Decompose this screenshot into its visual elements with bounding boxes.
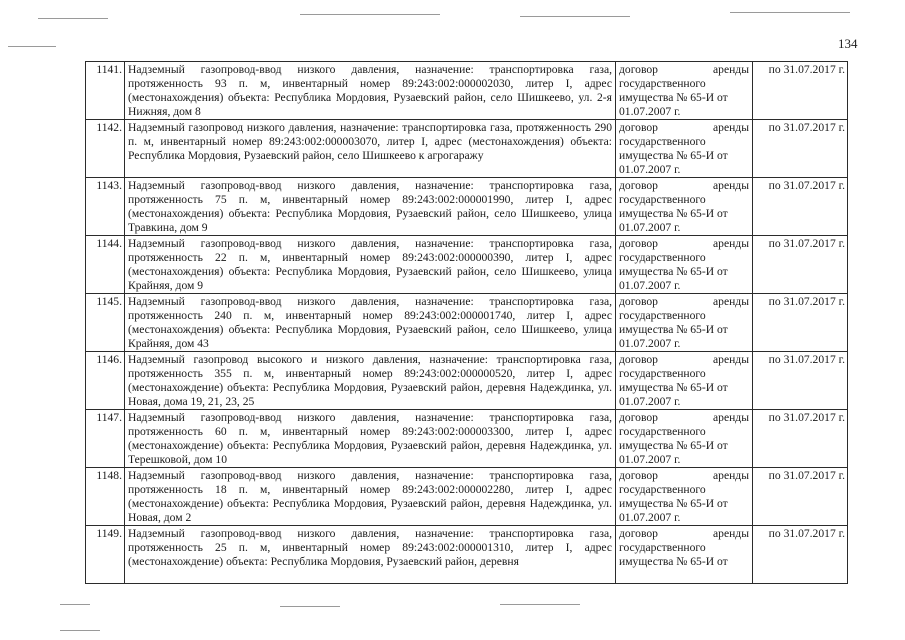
lease-term: по 31.07.2017 г. — [753, 526, 848, 584]
agreement-word-1: договор — [619, 121, 658, 134]
agreement-word-2: аренды — [713, 353, 749, 366]
agreement-word-2: аренды — [713, 237, 749, 250]
agreement-line-3: имущества № 65-И от — [619, 496, 728, 510]
lease-term: по 31.07.2017 г. — [753, 120, 848, 178]
agreement-line-2: государственного — [619, 424, 706, 438]
agreement-line-2: государственного — [619, 366, 706, 380]
property-description: Надземный газопровод-ввод низкого давления, назначение: транспортировка газа, протяженность 240 п. м, инвентарный номер 89:243:002:000001740, литер I, адрес (местонахождения) объекта: Республика Мордовия, Рузаевский район, село Шишкеево, улица Крайняя, дом 43 — [125, 294, 616, 352]
agreement-line-1 — [619, 353, 749, 367]
agreement-line-1 — [619, 179, 749, 193]
scan-noise-top-5 — [8, 46, 56, 47]
scan-noise-top-2 — [300, 14, 440, 15]
property-table — [85, 61, 848, 584]
agreement-line-3: имущества № 65-И от — [619, 322, 728, 336]
table-row — [86, 120, 848, 178]
page-number: 134 — [838, 36, 858, 51]
agreement-word-1: договор — [619, 469, 658, 482]
property-description: Надземный газопровод-ввод низкого давления, назначение: транспортировка газа, протяженность 60 п. м, инвентарный номер 89:243:002:000003300, литер I, адрес (местонахождение) объекта: Республика Мордовия, Рузаевский район, деревня Надеждинка, ул. Терешковой, дом 10 — [125, 410, 616, 468]
agreement-line-2: государственного — [619, 134, 706, 148]
property-description: Надземный газопровод низкого давления, назначение: транспортировка газа, протяженность 290 п. м, инвентарный номер 89:243:002:000003070, литер I, адрес (местонахождения) объекта: Республика Мордовия, Рузаевский район, село Шишкеево к агрогаражу — [125, 120, 616, 178]
scan-noise-top-3 — [520, 16, 630, 17]
row-number: 1144. — [86, 236, 125, 294]
row-number: 1149. — [86, 526, 125, 584]
lease-term: по 31.07.2017 г. — [753, 178, 848, 236]
agreement-cell — [616, 178, 753, 236]
property-description: Надземный газопровод-ввод низкого давления, назначение: транспортировка газа, протяженность 25 п. м, инвентарный номер 89:243:002:000001310, литер I, адрес (местонахождение) объекта: Республика Мордовия, Рузаевский район, деревня — [125, 526, 616, 584]
agreement-line-3: имущества № 65-И от — [619, 380, 728, 394]
agreement-word-1: договор — [619, 237, 658, 250]
scan-noise-bottom-4 — [60, 630, 100, 631]
agreement-line-4: 01.07.2007 г. — [619, 336, 681, 350]
agreement-line-3: имущества № 65-И от — [619, 438, 728, 452]
agreement-line-2: государственного — [619, 76, 706, 90]
lease-term: по 31.07.2017 г. — [753, 468, 848, 526]
row-number: 1141. — [86, 62, 125, 120]
agreement-line-4: 01.07.2007 г. — [619, 278, 681, 292]
table-row — [86, 178, 848, 236]
table-row — [86, 468, 848, 526]
lease-term: по 31.07.2017 г. — [753, 236, 848, 294]
agreement-line-1 — [619, 121, 749, 135]
agreement-line-1 — [619, 469, 749, 483]
lease-term: по 31.07.2017 г. — [753, 62, 848, 120]
agreement-line-2: государственного — [619, 192, 706, 206]
agreement-word-2: аренды — [713, 469, 749, 482]
scan-noise-top-1 — [38, 18, 108, 19]
agreement-line-2: государственного — [619, 540, 706, 554]
scan-noise-top-4 — [730, 12, 850, 13]
scan-noise-bottom-3 — [500, 604, 580, 605]
table-row — [86, 294, 848, 352]
agreement-cell — [616, 62, 753, 120]
agreement-cell — [616, 352, 753, 410]
row-number: 1148. — [86, 468, 125, 526]
agreement-line-3: имущества № 65-И от — [619, 264, 728, 278]
table-row — [86, 352, 848, 410]
table-row — [86, 410, 848, 468]
lease-term: по 31.07.2017 г. — [753, 352, 848, 410]
agreement-cell — [616, 526, 753, 584]
property-description: Надземный газопровод-ввод низкого давления, назначение: транспортировка газа, протяженность 93 п. м, инвентарный номер 89:243:002:000002030, литер I, адрес (местонахождения) объекта: Республика Мордовия, Рузаевский район, село Шишкеево, ул. 2-я Нижняя, дом 8 — [125, 62, 616, 120]
property-description: Надземный газопровод высокого и низкого давления, назначение: транспортировка газа, протяженность 355 п. м, инвентарный номер 89:243:002:000000520, литер I, адрес (местонахождение) объекта: Республика Мордовия, Рузаевский район, деревня Надеждинка, ул. Новая, дома 19, 21, 23, 25 — [125, 352, 616, 410]
agreement-line-2: государственного — [619, 250, 706, 264]
agreement-line-1 — [619, 411, 749, 425]
agreement-line-1 — [619, 63, 749, 77]
row-number: 1143. — [86, 178, 125, 236]
table-row — [86, 236, 848, 294]
agreement-word-1: договор — [619, 527, 658, 540]
agreement-word-1: договор — [619, 353, 658, 366]
agreement-line-2: государственного — [619, 482, 706, 496]
property-description: Надземный газопровод-ввод низкого давления, назначение: транспортировка газа, протяженность 75 п. м, инвентарный номер 89:243:002:000001990, литер I, адрес (местонахождения) объекта: Республика Мордовия, Рузаевский район, село Шишкеево, улица Травкина, дом 9 — [125, 178, 616, 236]
agreement-word-1: договор — [619, 179, 658, 192]
agreement-word-1: договор — [619, 63, 658, 76]
agreement-word-2: аренды — [713, 411, 749, 424]
agreement-word-2: аренды — [713, 121, 749, 134]
lease-term: по 31.07.2017 г. — [753, 410, 848, 468]
agreement-cell — [616, 468, 753, 526]
agreement-line-1 — [619, 237, 749, 251]
agreement-line-1 — [619, 295, 749, 309]
row-number: 1147. — [86, 410, 125, 468]
row-number: 1142. — [86, 120, 125, 178]
row-number: 1145. — [86, 294, 125, 352]
agreement-cell — [616, 120, 753, 178]
table-row — [86, 526, 848, 584]
agreement-cell — [616, 294, 753, 352]
agreement-line-3: имущества № 65-И от — [619, 206, 728, 220]
agreement-line-4: 01.07.2007 г. — [619, 394, 681, 408]
agreement-line-4: 01.07.2007 г. — [619, 104, 681, 118]
row-number: 1146. — [86, 352, 125, 410]
agreement-line-3: имущества № 65-И от — [619, 90, 728, 104]
scan-noise-bottom-1 — [60, 604, 90, 605]
agreement-cell — [616, 410, 753, 468]
agreement-word-1: договор — [619, 295, 658, 308]
agreement-line-2: государственного — [619, 308, 706, 322]
agreement-word-2: аренды — [713, 527, 749, 540]
agreement-line-4: 01.07.2007 г. — [619, 510, 681, 524]
scan-noise-bottom-2 — [280, 606, 340, 607]
agreement-word-2: аренды — [713, 63, 749, 76]
table-body — [86, 62, 848, 584]
agreement-cell — [616, 236, 753, 294]
property-description: Надземный газопровод-ввод низкого давления, назначение: транспортировка газа, протяженность 22 п. м, инвентарный номер 89:243:002:000000390, литер I, адрес (местонахождения) объекта: Республика Мордовия, Рузаевский район, село Шишкеево, улица Крайняя, дом 9 — [125, 236, 616, 294]
agreement-word-2: аренды — [713, 179, 749, 192]
agreement-word-1: договор — [619, 411, 658, 424]
property-description: Надземный газопровод-ввод низкого давления, назначение: транспортировка газа, протяженность 18 п. м, инвентарный номер 89:243:002:000002280, литер I, адрес (местонахождение) объекта: Республика Мордовия, Рузаевский район, деревня Надеждинка, ул. Новая, дом 2 — [125, 468, 616, 526]
agreement-line-4: 01.07.2007 г. — [619, 162, 681, 176]
agreement-line-4: 01.07.2007 г. — [619, 220, 681, 234]
table-row — [86, 62, 848, 120]
agreement-line-3: имущества № 65-И от — [619, 148, 728, 162]
lease-term: по 31.07.2017 г. — [753, 294, 848, 352]
agreement-line-4: 01.07.2007 г. — [619, 452, 681, 466]
agreement-line-1 — [619, 527, 749, 541]
agreement-line-3: имущества № 65-И от — [619, 554, 728, 568]
agreement-word-2: аренды — [713, 295, 749, 308]
